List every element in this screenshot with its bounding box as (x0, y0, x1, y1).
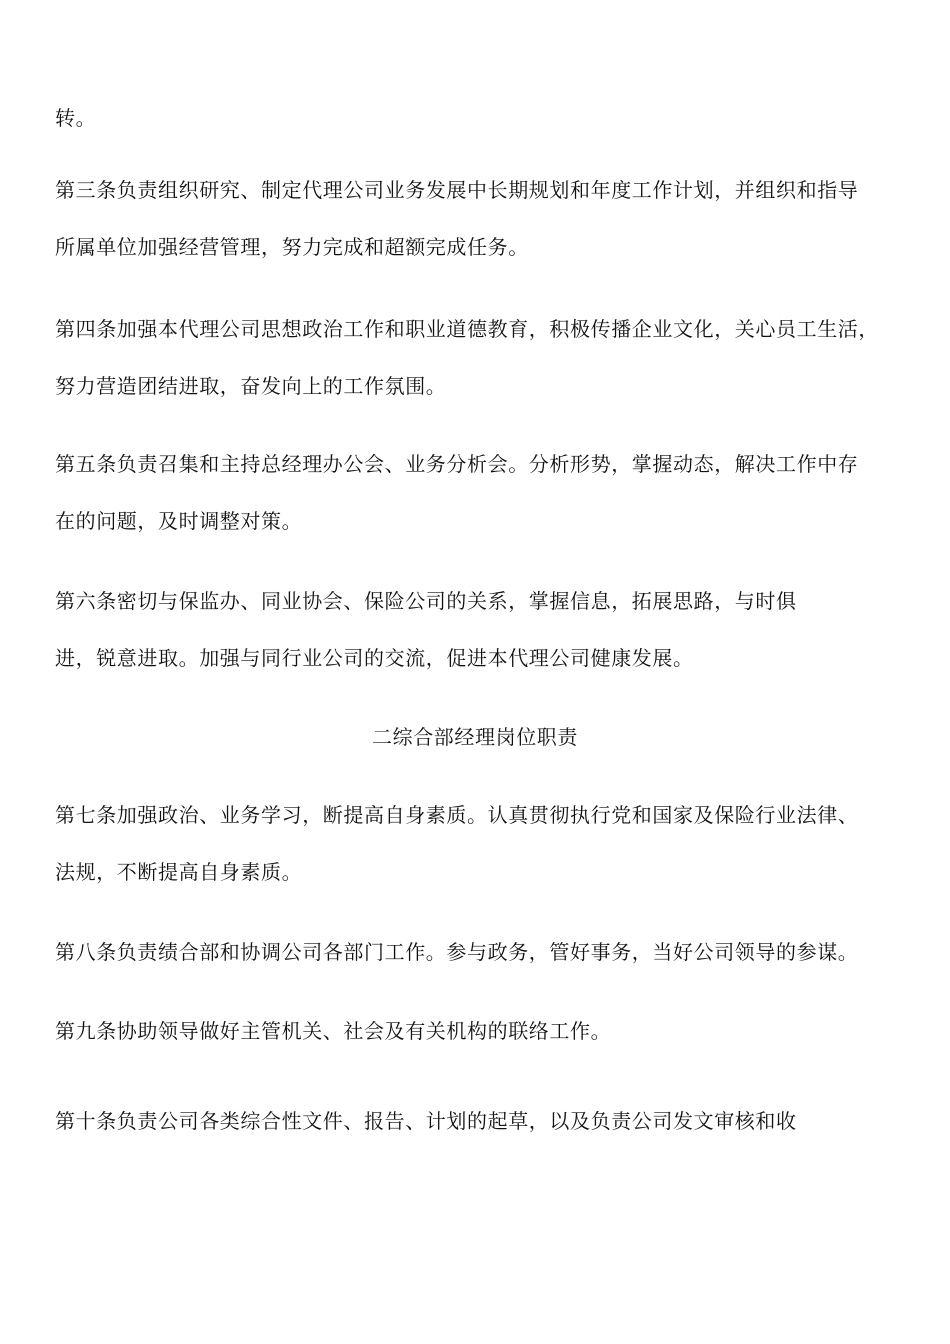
paragraph-line: 第八条负责绩合部和协调公司各部门工作。参与政务，管好事务，当好公司领导的参谋。 (55, 940, 859, 964)
paragraph-line: 第十条负责公司各类综合性文件、报告、计划的起草，以及负责公司发文审核和收 (55, 1109, 797, 1133)
section-heading: 二综合部经理岗位职责 (372, 725, 578, 749)
paragraph-line: 第六条密切与保监办、同业协会、保险公司的关系，掌握信息，拓展思路，与时俱 (55, 589, 797, 613)
paragraph-line: 第七条加强政治、业务学习，断提高自身素质。认真贯彻执行党和国家及保险行业法律、 (55, 803, 859, 827)
paragraph-line: 第九条协助领导做好主管机关、社会及有关机构的联络工作。 (55, 1019, 612, 1043)
paragraph-line: 努力营造团结进取，奋发向上的工作氛围。 (55, 374, 447, 398)
paragraph-line: 第四条加强本代理公司思想政治工作和职业道德教育，积极传播企业文化，关心员工生活， (55, 317, 879, 341)
paragraph-line: 所属单位加强经营管理，努力完成和超额完成任务。 (55, 235, 529, 259)
paragraph-line: 第五条负责召集和主持总经理办公会、业务分析会。分析形势，掌握动态，解决工作中存 (55, 452, 859, 476)
paragraph-line: 法规，不断提高自身素质。 (55, 860, 303, 884)
paragraph-line: 第三条负责组织研究、制定代理公司业务发展中长期规划和年度工作计划，并组织和指导 (55, 178, 859, 202)
paragraph-line: 转。 (55, 106, 97, 130)
paragraph-line: 在的问题，及时调整对策。 (55, 509, 303, 533)
paragraph-line: 进，锐意进取。加强与同行业公司的交流，促进本代理公司健康发展。 (55, 646, 694, 670)
